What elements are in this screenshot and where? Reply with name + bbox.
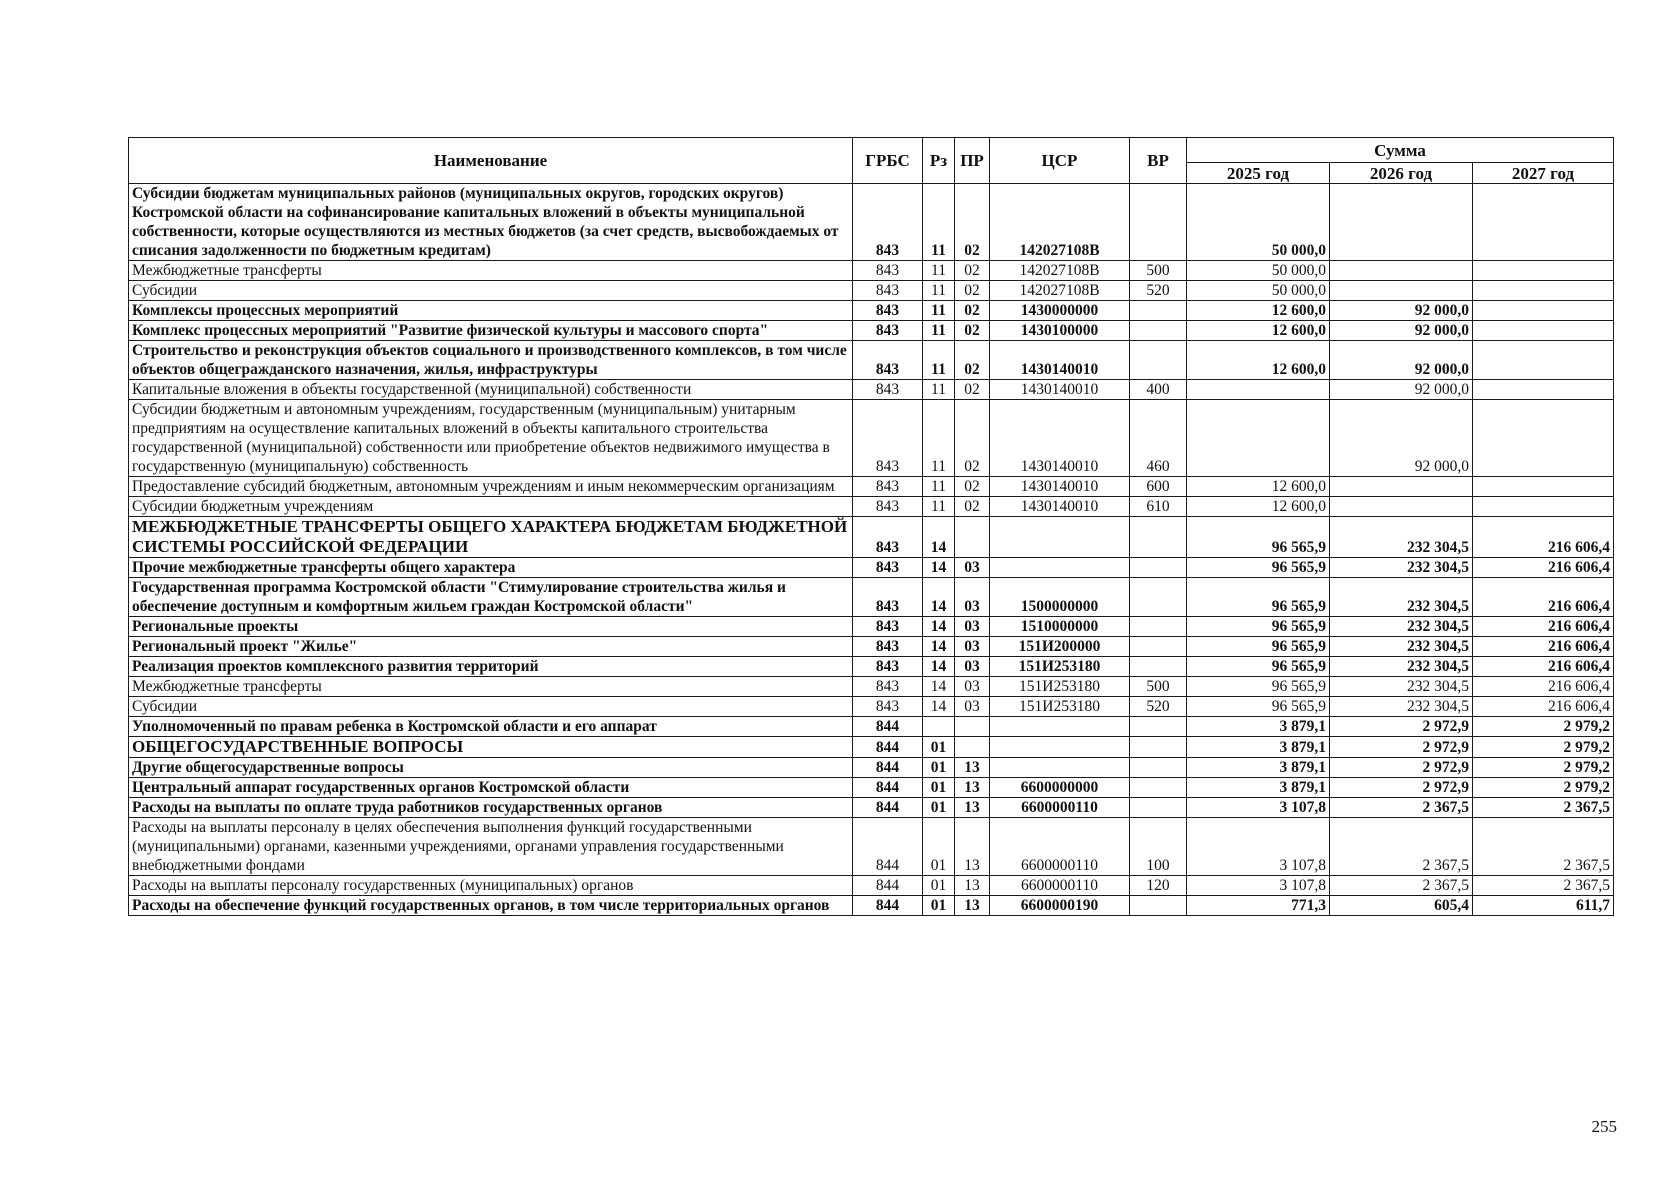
page-number: 255 bbox=[1591, 1117, 1617, 1136]
cell-pr: 02 bbox=[955, 380, 990, 400]
cell-sum-2025: 50 000,0 bbox=[1187, 184, 1330, 261]
cell-rz: 14 bbox=[923, 558, 955, 578]
table-body bbox=[129, 184, 1614, 916]
table-row bbox=[129, 737, 1614, 758]
table-row bbox=[129, 281, 1614, 301]
table-row bbox=[129, 400, 1614, 477]
cell-rz: 14 bbox=[923, 637, 955, 657]
cell-rz: 01 bbox=[923, 896, 955, 916]
cell-csr: 6600000110 bbox=[990, 876, 1130, 896]
cell-sum-2025: 3 879,1 bbox=[1187, 778, 1330, 798]
cell-vr bbox=[1130, 578, 1187, 617]
cell-pr: 02 bbox=[955, 400, 990, 477]
cell-grbs: 843 bbox=[853, 578, 923, 617]
cell-name: Расходы на выплаты по оплате труда работников государственных органов bbox=[129, 798, 853, 818]
cell-rz: 01 bbox=[923, 818, 955, 876]
header-rz: Рз bbox=[923, 138, 955, 184]
cell-pr: 02 bbox=[955, 341, 990, 380]
cell-pr: 02 bbox=[955, 477, 990, 497]
cell-pr: 03 bbox=[955, 637, 990, 657]
cell-pr: 02 bbox=[955, 321, 990, 341]
cell-sum-2026 bbox=[1330, 184, 1473, 261]
cell-sum-2025: 3 879,1 bbox=[1187, 737, 1330, 758]
cell-vr bbox=[1130, 301, 1187, 321]
cell-sum-2026: 2 972,9 bbox=[1330, 778, 1473, 798]
cell-name: Комплекс процессных мероприятий "Развитие физической культуры и массового спорта" bbox=[129, 321, 853, 341]
table-row bbox=[129, 261, 1614, 281]
cell-csr: 151И253180 bbox=[990, 657, 1130, 677]
cell-sum-2027: 2 979,2 bbox=[1473, 758, 1614, 778]
cell-sum-2026: 232 304,5 bbox=[1330, 517, 1473, 558]
cell-vr: 120 bbox=[1130, 876, 1187, 896]
cell-sum-2025: 12 600,0 bbox=[1187, 497, 1330, 517]
cell-name: Строительство и реконструкция объектов социального и производственного комплексов, в том числе объектов общегражданского назначения, жилья, инфраструктуры bbox=[129, 341, 853, 380]
cell-sum-2026 bbox=[1330, 261, 1473, 281]
header-vr: ВР bbox=[1130, 138, 1187, 184]
cell-rz: 11 bbox=[923, 261, 955, 281]
cell-pr: 13 bbox=[955, 876, 990, 896]
budget-table-sheet bbox=[128, 137, 1613, 916]
cell-sum-2027 bbox=[1473, 341, 1614, 380]
table-row bbox=[129, 558, 1614, 578]
cell-rz: 14 bbox=[923, 697, 955, 717]
cell-csr bbox=[990, 758, 1130, 778]
cell-sum-2027 bbox=[1473, 380, 1614, 400]
cell-csr: 6600000110 bbox=[990, 818, 1130, 876]
cell-csr: 142027108В bbox=[990, 281, 1130, 301]
cell-name: Субсидии бюджетным и автономным учреждениям, государственным (муниципальным) унитарным предприятиям на осуществление капитальных вложений в объекты капитального строительства государственной (муниципальной) собственности или приобретение объектов недвижимого имущества в государственную (муниципальную) собственность bbox=[129, 400, 853, 477]
header-pr: ПР bbox=[955, 138, 990, 184]
cell-sum-2026 bbox=[1330, 281, 1473, 301]
cell-vr bbox=[1130, 321, 1187, 341]
cell-name: Расходы на выплаты персоналу в целях обеспечения выполнения функций государственными (муниципальными) органами, казенными учреждениями, органами управления государственными внебюджетными фондами bbox=[129, 818, 853, 876]
cell-grbs: 843 bbox=[853, 677, 923, 697]
cell-sum-2025: 3 107,8 bbox=[1187, 798, 1330, 818]
cell-rz: 01 bbox=[923, 876, 955, 896]
cell-csr: 1430140010 bbox=[990, 400, 1130, 477]
cell-grbs: 844 bbox=[853, 737, 923, 758]
cell-pr: 03 bbox=[955, 697, 990, 717]
cell-grbs: 844 bbox=[853, 798, 923, 818]
cell-name: Субсидии bbox=[129, 281, 853, 301]
cell-sum-2025: 771,3 bbox=[1187, 896, 1330, 916]
cell-sum-2027: 216 606,4 bbox=[1473, 578, 1614, 617]
cell-grbs: 843 bbox=[853, 657, 923, 677]
cell-sum-2026: 232 304,5 bbox=[1330, 637, 1473, 657]
cell-sum-2026: 232 304,5 bbox=[1330, 677, 1473, 697]
cell-sum-2026: 232 304,5 bbox=[1330, 558, 1473, 578]
cell-name: Другие общегосударственные вопросы bbox=[129, 758, 853, 778]
cell-sum-2027: 2 367,5 bbox=[1473, 876, 1614, 896]
header-year-2026: 2026 год bbox=[1330, 163, 1473, 184]
cell-vr: 520 bbox=[1130, 281, 1187, 301]
cell-sum-2027 bbox=[1473, 321, 1614, 341]
cell-sum-2025: 12 600,0 bbox=[1187, 301, 1330, 321]
cell-sum-2027: 611,7 bbox=[1473, 896, 1614, 916]
cell-vr: 460 bbox=[1130, 400, 1187, 477]
cell-vr bbox=[1130, 657, 1187, 677]
cell-sum-2027: 216 606,4 bbox=[1473, 677, 1614, 697]
cell-name: Региональные проекты bbox=[129, 617, 853, 637]
cell-pr: 02 bbox=[955, 281, 990, 301]
cell-sum-2025: 50 000,0 bbox=[1187, 261, 1330, 281]
cell-name: ОБЩЕГОСУДАРСТВЕННЫЕ ВОПРОСЫ bbox=[129, 737, 853, 758]
cell-vr: 500 bbox=[1130, 261, 1187, 281]
table-row bbox=[129, 497, 1614, 517]
cell-sum-2026: 605,4 bbox=[1330, 896, 1473, 916]
cell-name: Капитальные вложения в объекты государственной (муниципальной) собственности bbox=[129, 380, 853, 400]
cell-grbs: 844 bbox=[853, 876, 923, 896]
cell-sum-2026: 2 367,5 bbox=[1330, 876, 1473, 896]
cell-name: Предоставление субсидий бюджетным, автономным учреждениям и иным некоммерческим организациям bbox=[129, 477, 853, 497]
cell-grbs: 843 bbox=[853, 380, 923, 400]
cell-sum-2025: 3 107,8 bbox=[1187, 818, 1330, 876]
cell-pr: 03 bbox=[955, 617, 990, 637]
cell-csr: 142027108В bbox=[990, 184, 1130, 261]
cell-pr bbox=[955, 517, 990, 558]
cell-name: Межбюджетные трансферты bbox=[129, 261, 853, 281]
cell-sum-2025: 3 879,1 bbox=[1187, 717, 1330, 737]
cell-grbs: 844 bbox=[853, 717, 923, 737]
cell-pr: 13 bbox=[955, 896, 990, 916]
cell-csr: 1430140010 bbox=[990, 477, 1130, 497]
cell-sum-2027 bbox=[1473, 281, 1614, 301]
cell-csr: 1430100000 bbox=[990, 321, 1130, 341]
cell-csr bbox=[990, 517, 1130, 558]
cell-vr bbox=[1130, 637, 1187, 657]
table-row bbox=[129, 798, 1614, 818]
cell-name: Комплексы процессных мероприятий bbox=[129, 301, 853, 321]
cell-sum-2025: 96 565,9 bbox=[1187, 697, 1330, 717]
cell-sum-2026: 2 367,5 bbox=[1330, 818, 1473, 876]
cell-name: Расходы на выплаты персоналу государственных (муниципальных) органов bbox=[129, 876, 853, 896]
table-row bbox=[129, 697, 1614, 717]
cell-grbs: 844 bbox=[853, 818, 923, 876]
cell-pr: 03 bbox=[955, 578, 990, 617]
cell-csr: 142027108В bbox=[990, 261, 1130, 281]
cell-name: Субсидии bbox=[129, 697, 853, 717]
table-row bbox=[129, 578, 1614, 617]
cell-name: Межбюджетные трансферты bbox=[129, 677, 853, 697]
table-row bbox=[129, 876, 1614, 896]
cell-sum-2026: 232 304,5 bbox=[1330, 657, 1473, 677]
cell-sum-2027: 216 606,4 bbox=[1473, 617, 1614, 637]
cell-grbs: 843 bbox=[853, 400, 923, 477]
cell-sum-2026: 232 304,5 bbox=[1330, 697, 1473, 717]
cell-grbs: 843 bbox=[853, 281, 923, 301]
cell-pr: 03 bbox=[955, 558, 990, 578]
cell-sum-2025: 12 600,0 bbox=[1187, 321, 1330, 341]
cell-csr: 6600000110 bbox=[990, 798, 1130, 818]
cell-pr: 13 bbox=[955, 818, 990, 876]
cell-sum-2026: 232 304,5 bbox=[1330, 578, 1473, 617]
cell-grbs: 843 bbox=[853, 301, 923, 321]
table-row bbox=[129, 758, 1614, 778]
cell-csr: 1430140010 bbox=[990, 497, 1130, 517]
cell-vr bbox=[1130, 737, 1187, 758]
cell-sum-2027: 216 606,4 bbox=[1473, 558, 1614, 578]
cell-pr bbox=[955, 737, 990, 758]
cell-sum-2026: 2 972,9 bbox=[1330, 717, 1473, 737]
cell-rz: 11 bbox=[923, 477, 955, 497]
cell-grbs: 843 bbox=[853, 477, 923, 497]
cell-rz: 14 bbox=[923, 657, 955, 677]
cell-vr: 520 bbox=[1130, 697, 1187, 717]
cell-csr: 1500000000 bbox=[990, 578, 1130, 617]
cell-rz: 11 bbox=[923, 301, 955, 321]
table-row bbox=[129, 321, 1614, 341]
header-year-2025: 2025 год bbox=[1187, 163, 1330, 184]
cell-name: Субсидии бюджетам муниципальных районов (муниципальных округов, городских округов) Костромской области на софинансирование капитальных вложений в объекты муниципальной собственности, которые осуществляются из местных бюджетов (за счет средств, высвобождаемых от списания задолженности по бюджетным кредитам) bbox=[129, 184, 853, 261]
cell-vr bbox=[1130, 717, 1187, 737]
cell-csr bbox=[990, 737, 1130, 758]
cell-name: Уполномоченный по правам ребенка в Костромской области и его аппарат bbox=[129, 717, 853, 737]
cell-vr bbox=[1130, 798, 1187, 818]
cell-grbs: 844 bbox=[853, 758, 923, 778]
table-row bbox=[129, 380, 1614, 400]
cell-sum-2026: 2 972,9 bbox=[1330, 737, 1473, 758]
header-sum: Сумма bbox=[1187, 138, 1614, 163]
cell-csr: 151И253180 bbox=[990, 697, 1130, 717]
cell-sum-2027 bbox=[1473, 400, 1614, 477]
cell-rz: 14 bbox=[923, 617, 955, 637]
cell-grbs: 843 bbox=[853, 497, 923, 517]
table-row bbox=[129, 677, 1614, 697]
cell-grbs: 844 bbox=[853, 778, 923, 798]
cell-vr: 610 bbox=[1130, 497, 1187, 517]
cell-pr: 03 bbox=[955, 657, 990, 677]
cell-rz: 14 bbox=[923, 517, 955, 558]
cell-vr: 500 bbox=[1130, 677, 1187, 697]
cell-sum-2027: 216 606,4 bbox=[1473, 637, 1614, 657]
cell-rz: 11 bbox=[923, 380, 955, 400]
cell-sum-2027: 2 979,2 bbox=[1473, 737, 1614, 758]
cell-vr: 100 bbox=[1130, 818, 1187, 876]
cell-vr bbox=[1130, 517, 1187, 558]
cell-pr: 02 bbox=[955, 301, 990, 321]
cell-csr: 1430000000 bbox=[990, 301, 1130, 321]
cell-grbs: 843 bbox=[853, 341, 923, 380]
cell-sum-2026: 232 304,5 bbox=[1330, 617, 1473, 637]
table-row bbox=[129, 477, 1614, 497]
cell-sum-2027: 2 979,2 bbox=[1473, 778, 1614, 798]
cell-sum-2026: 92 000,0 bbox=[1330, 301, 1473, 321]
table-row bbox=[129, 896, 1614, 916]
table-row bbox=[129, 517, 1614, 558]
cell-grbs: 843 bbox=[853, 261, 923, 281]
cell-csr bbox=[990, 558, 1130, 578]
table-row bbox=[129, 818, 1614, 876]
cell-sum-2026: 92 000,0 bbox=[1330, 341, 1473, 380]
cell-vr bbox=[1130, 778, 1187, 798]
cell-name: МЕЖБЮДЖЕТНЫЕ ТРАНСФЕРТЫ ОБЩЕГО ХАРАКТЕРА БЮДЖЕТАМ БЮДЖЕТНОЙ СИСТЕМЫ РОССИЙСКОЙ ФЕДЕРАЦИИ bbox=[129, 517, 853, 558]
cell-grbs: 843 bbox=[853, 321, 923, 341]
table-row bbox=[129, 184, 1614, 261]
table-row bbox=[129, 657, 1614, 677]
cell-vr bbox=[1130, 558, 1187, 578]
cell-sum-2026: 92 000,0 bbox=[1330, 380, 1473, 400]
cell-vr bbox=[1130, 617, 1187, 637]
cell-sum-2025: 96 565,9 bbox=[1187, 677, 1330, 697]
cell-sum-2025: 96 565,9 bbox=[1187, 517, 1330, 558]
cell-sum-2025: 96 565,9 bbox=[1187, 637, 1330, 657]
cell-name: Прочие межбюджетные трансферты общего характера bbox=[129, 558, 853, 578]
cell-sum-2027 bbox=[1473, 184, 1614, 261]
cell-sum-2025 bbox=[1187, 380, 1330, 400]
cell-name: Расходы на обеспечение функций государственных органов, в том числе территориальных органов bbox=[129, 896, 853, 916]
cell-csr: 1510000000 bbox=[990, 617, 1130, 637]
cell-name: Региональный проект "Жилье" bbox=[129, 637, 853, 657]
cell-grbs: 843 bbox=[853, 617, 923, 637]
cell-csr: 1430140010 bbox=[990, 380, 1130, 400]
cell-pr: 02 bbox=[955, 261, 990, 281]
cell-sum-2027 bbox=[1473, 497, 1614, 517]
cell-rz: 14 bbox=[923, 677, 955, 697]
cell-rz: 11 bbox=[923, 497, 955, 517]
cell-rz: 11 bbox=[923, 400, 955, 477]
header-grbs: ГРБС bbox=[853, 138, 923, 184]
table-row bbox=[129, 341, 1614, 380]
cell-sum-2027: 2 367,5 bbox=[1473, 798, 1614, 818]
budget-table bbox=[128, 137, 1614, 916]
cell-rz: 11 bbox=[923, 281, 955, 301]
cell-vr: 600 bbox=[1130, 477, 1187, 497]
cell-sum-2027: 216 606,4 bbox=[1473, 517, 1614, 558]
cell-grbs: 843 bbox=[853, 184, 923, 261]
cell-vr: 400 bbox=[1130, 380, 1187, 400]
cell-sum-2025: 12 600,0 bbox=[1187, 341, 1330, 380]
cell-grbs: 843 bbox=[853, 517, 923, 558]
cell-csr: 151И200000 bbox=[990, 637, 1130, 657]
cell-rz: 11 bbox=[923, 341, 955, 380]
cell-sum-2026: 92 000,0 bbox=[1330, 321, 1473, 341]
cell-sum-2026: 92 000,0 bbox=[1330, 400, 1473, 477]
cell-sum-2026: 2 367,5 bbox=[1330, 798, 1473, 818]
cell-sum-2027 bbox=[1473, 301, 1614, 321]
cell-sum-2025: 96 565,9 bbox=[1187, 558, 1330, 578]
header-year-2027: 2027 год bbox=[1473, 163, 1614, 184]
cell-sum-2027 bbox=[1473, 261, 1614, 281]
cell-name: Государственная программа Костромской области "Стимулирование строительства жилья и обеспечение доступным и комфортным жильем граждан Костромской области" bbox=[129, 578, 853, 617]
cell-pr: 13 bbox=[955, 778, 990, 798]
cell-sum-2025: 96 565,9 bbox=[1187, 578, 1330, 617]
cell-vr bbox=[1130, 341, 1187, 380]
cell-grbs: 843 bbox=[853, 637, 923, 657]
cell-sum-2026: 2 972,9 bbox=[1330, 758, 1473, 778]
cell-vr bbox=[1130, 896, 1187, 916]
cell-sum-2027 bbox=[1473, 477, 1614, 497]
cell-grbs: 844 bbox=[853, 896, 923, 916]
cell-sum-2025: 3 879,1 bbox=[1187, 758, 1330, 778]
header-csr: ЦСР bbox=[990, 138, 1130, 184]
cell-vr bbox=[1130, 758, 1187, 778]
cell-rz: 01 bbox=[923, 737, 955, 758]
cell-sum-2025 bbox=[1187, 400, 1330, 477]
cell-rz: 11 bbox=[923, 321, 955, 341]
cell-grbs: 843 bbox=[853, 697, 923, 717]
cell-name: Субсидии бюджетным учреждениям bbox=[129, 497, 853, 517]
table-row bbox=[129, 637, 1614, 657]
cell-sum-2025: 50 000,0 bbox=[1187, 281, 1330, 301]
cell-name: Центральный аппарат государственных органов Костромской области bbox=[129, 778, 853, 798]
cell-sum-2027: 216 606,4 bbox=[1473, 657, 1614, 677]
cell-sum-2027: 216 606,4 bbox=[1473, 697, 1614, 717]
cell-sum-2027: 2 367,5 bbox=[1473, 818, 1614, 876]
cell-rz: 01 bbox=[923, 758, 955, 778]
header-name: Наименование bbox=[129, 138, 853, 184]
cell-pr bbox=[955, 717, 990, 737]
cell-rz: 14 bbox=[923, 578, 955, 617]
cell-sum-2025: 96 565,9 bbox=[1187, 617, 1330, 637]
cell-pr: 13 bbox=[955, 758, 990, 778]
cell-csr: 6600000000 bbox=[990, 778, 1130, 798]
cell-rz: 01 bbox=[923, 798, 955, 818]
cell-sum-2025: 96 565,9 bbox=[1187, 657, 1330, 677]
cell-sum-2026 bbox=[1330, 477, 1473, 497]
table-row bbox=[129, 617, 1614, 637]
cell-pr: 02 bbox=[955, 497, 990, 517]
cell-rz: 11 bbox=[923, 184, 955, 261]
cell-csr: 151И253180 bbox=[990, 677, 1130, 697]
cell-pr: 03 bbox=[955, 677, 990, 697]
table-row bbox=[129, 301, 1614, 321]
cell-csr: 1430140010 bbox=[990, 341, 1130, 380]
cell-sum-2026 bbox=[1330, 497, 1473, 517]
cell-csr: 6600000190 bbox=[990, 896, 1130, 916]
cell-csr bbox=[990, 717, 1130, 737]
cell-rz bbox=[923, 717, 955, 737]
table-row bbox=[129, 717, 1614, 737]
cell-rz: 01 bbox=[923, 778, 955, 798]
cell-vr bbox=[1130, 184, 1187, 261]
cell-sum-2025: 3 107,8 bbox=[1187, 876, 1330, 896]
cell-pr: 02 bbox=[955, 184, 990, 261]
cell-pr: 13 bbox=[955, 798, 990, 818]
cell-grbs: 843 bbox=[853, 558, 923, 578]
cell-sum-2025: 12 600,0 bbox=[1187, 477, 1330, 497]
cell-sum-2027: 2 979,2 bbox=[1473, 717, 1614, 737]
table-row bbox=[129, 778, 1614, 798]
cell-name: Реализация проектов комплексного развития территорий bbox=[129, 657, 853, 677]
